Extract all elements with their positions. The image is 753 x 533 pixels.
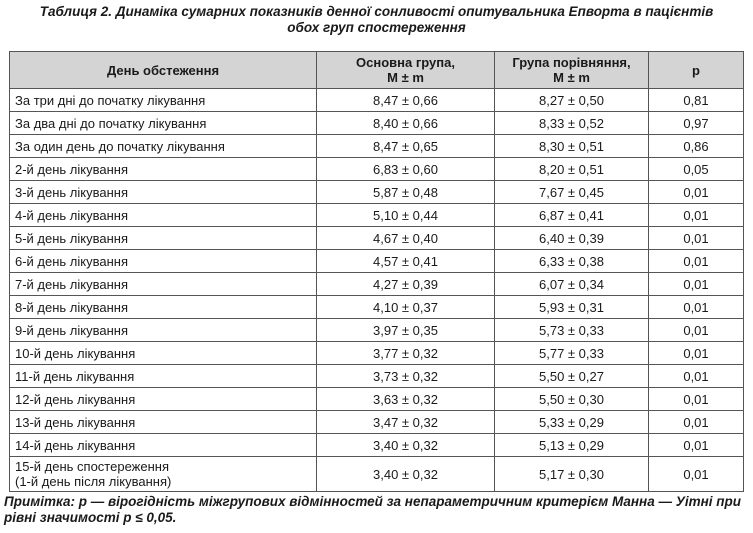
cell-day: 4-й день лікування (10, 204, 317, 227)
cell-p: 0,81 (649, 89, 744, 112)
cell-main: 4,57 ± 0,41 (317, 250, 495, 273)
footnote-line-1: Примітка: p — вірогідність міжгрупових відмінностей за непараметричним критерієм Манна — Уітні при (4, 494, 742, 509)
cell-day: 12-й день лікування (10, 388, 317, 411)
cell-p: 0,01 (649, 365, 744, 388)
header-day-label: День обстеження (106, 62, 220, 78)
cell-p: 0,01 (649, 227, 744, 250)
table-row (10, 89, 744, 112)
table-row (10, 181, 744, 204)
cell-main: 4,67 ± 0,40 (317, 227, 495, 250)
cell-main: 8,47 ± 0,65 (317, 135, 495, 158)
table-row (10, 365, 744, 388)
cell-day: 9-й день лікування (10, 319, 317, 342)
cell-day: 14-й день лікування (10, 434, 317, 457)
table-body (10, 89, 744, 492)
header-p-label: p (692, 62, 700, 78)
table-row (10, 158, 744, 181)
header-main-line-2: M ± m (387, 70, 424, 85)
table-footnote (4, 494, 749, 526)
header-main-line-1: Основна група, (356, 55, 455, 70)
table-caption (4, 4, 749, 36)
cell-comparison: 5,13 ± 0,29 (495, 434, 649, 457)
cell-comparison: 8,20 ± 0,51 (495, 158, 649, 181)
cell-main: 3,97 ± 0,35 (317, 319, 495, 342)
cell-day: 2-й день лікування (10, 158, 317, 181)
caption-line-2: обох груп спостереження (287, 20, 466, 35)
cell-comparison: 6,87 ± 0,41 (495, 204, 649, 227)
cell-main: 8,40 ± 0,66 (317, 112, 495, 135)
header-day (10, 52, 317, 89)
cell-comparison: 8,30 ± 0,51 (495, 135, 649, 158)
cell-p: 0,01 (649, 434, 744, 457)
table-row (10, 342, 744, 365)
cell-day: 5-й день лікування (10, 227, 317, 250)
cell-p: 0,05 (649, 158, 744, 181)
cell-comparison: 7,67 ± 0,45 (495, 181, 649, 204)
cell-p: 0,01 (649, 411, 744, 434)
cell-main: 4,27 ± 0,39 (317, 273, 495, 296)
cell-p: 0,01 (649, 319, 744, 342)
table-row (10, 319, 744, 342)
cell-p: 0,86 (649, 135, 744, 158)
cell-main: 4,10 ± 0,37 (317, 296, 495, 319)
cell-main: 3,73 ± 0,32 (317, 365, 495, 388)
last-day-line-1: 15-й день спостереження (15, 459, 169, 474)
cell-comparison: 6,07 ± 0,34 (495, 273, 649, 296)
cell-day: 3-й день лікування (10, 181, 317, 204)
table-row (10, 434, 744, 457)
header-comparison-group (495, 52, 649, 89)
cell-p: 0,01 (649, 388, 744, 411)
caption-line-1: Таблиця 2. Динаміка сумарних показників денної сонливості опитувальника Епворта в пацієнтів (39, 4, 714, 19)
cell-comparison: 8,33 ± 0,52 (495, 112, 649, 135)
table-row (10, 112, 744, 135)
cell-main: 5,10 ± 0,44 (317, 204, 495, 227)
cell-p: 0,01 (649, 204, 744, 227)
table-row (10, 411, 744, 434)
cell-main: 6,83 ± 0,60 (317, 158, 495, 181)
table-row (10, 227, 744, 250)
footnote-line-2: рівні значимості p ≤ 0,05. (4, 510, 177, 525)
cell-comparison: 5,93 ± 0,31 (495, 296, 649, 319)
cell-main: 3,77 ± 0,32 (317, 342, 495, 365)
cell-main: 8,47 ± 0,66 (317, 89, 495, 112)
cell-day: 7-й день лікування (10, 273, 317, 296)
cell-p: 0,01 (649, 250, 744, 273)
last-day-line-2: (1-й день після лікування) (15, 474, 172, 489)
table-row (10, 388, 744, 411)
table-row (10, 135, 744, 158)
cell-day (10, 457, 317, 492)
cell-comparison: 5,33 ± 0,29 (495, 411, 649, 434)
cell-main: 3,63 ± 0,32 (317, 388, 495, 411)
cell-main: 3,47 ± 0,32 (317, 411, 495, 434)
cell-comparison: 8,27 ± 0,50 (495, 89, 649, 112)
cell-p: 0,01 (649, 273, 744, 296)
header-row (10, 52, 744, 89)
data-table (9, 51, 744, 492)
cell-p: 0,01 (649, 181, 744, 204)
cell-day: 11-й день лікування (10, 365, 317, 388)
cell-day: За два дні до початку лікування (10, 112, 317, 135)
cell-main: 3,40 ± 0,32 (317, 434, 495, 457)
cell-comparison: 5,50 ± 0,30 (495, 388, 649, 411)
cell-p: 0,01 (649, 457, 744, 492)
cell-p: 0,97 (649, 112, 744, 135)
header-main-group (317, 52, 495, 89)
table-row (10, 273, 744, 296)
cell-day: 8-й день лікування (10, 296, 317, 319)
cell-comparison: 5,77 ± 0,33 (495, 342, 649, 365)
cell-p: 0,01 (649, 296, 744, 319)
header-comparison-line-2: M ± m (553, 70, 590, 85)
cell-day: 13-й день лікування (10, 411, 317, 434)
header-p (649, 52, 744, 89)
header-comparison-line-1: Група порівняння, (512, 55, 631, 70)
cell-day: За один день до початку лікування (10, 135, 317, 158)
cell-main: 5,87 ± 0,48 (317, 181, 495, 204)
table-row (10, 296, 744, 319)
cell-comparison: 6,40 ± 0,39 (495, 227, 649, 250)
cell-day: 6-й день лікування (10, 250, 317, 273)
cell-comparison: 6,33 ± 0,38 (495, 250, 649, 273)
cell-p: 0,01 (649, 342, 744, 365)
table-row (10, 250, 744, 273)
cell-comparison: 5,50 ± 0,27 (495, 365, 649, 388)
cell-main: 3,40 ± 0,32 (317, 457, 495, 492)
cell-day: За три дні до початку лікування (10, 89, 317, 112)
cell-comparison: 5,73 ± 0,33 (495, 319, 649, 342)
cell-day: 10-й день лікування (10, 342, 317, 365)
cell-comparison: 5,17 ± 0,30 (495, 457, 649, 492)
table-row (10, 204, 744, 227)
table-row-last (10, 457, 744, 492)
